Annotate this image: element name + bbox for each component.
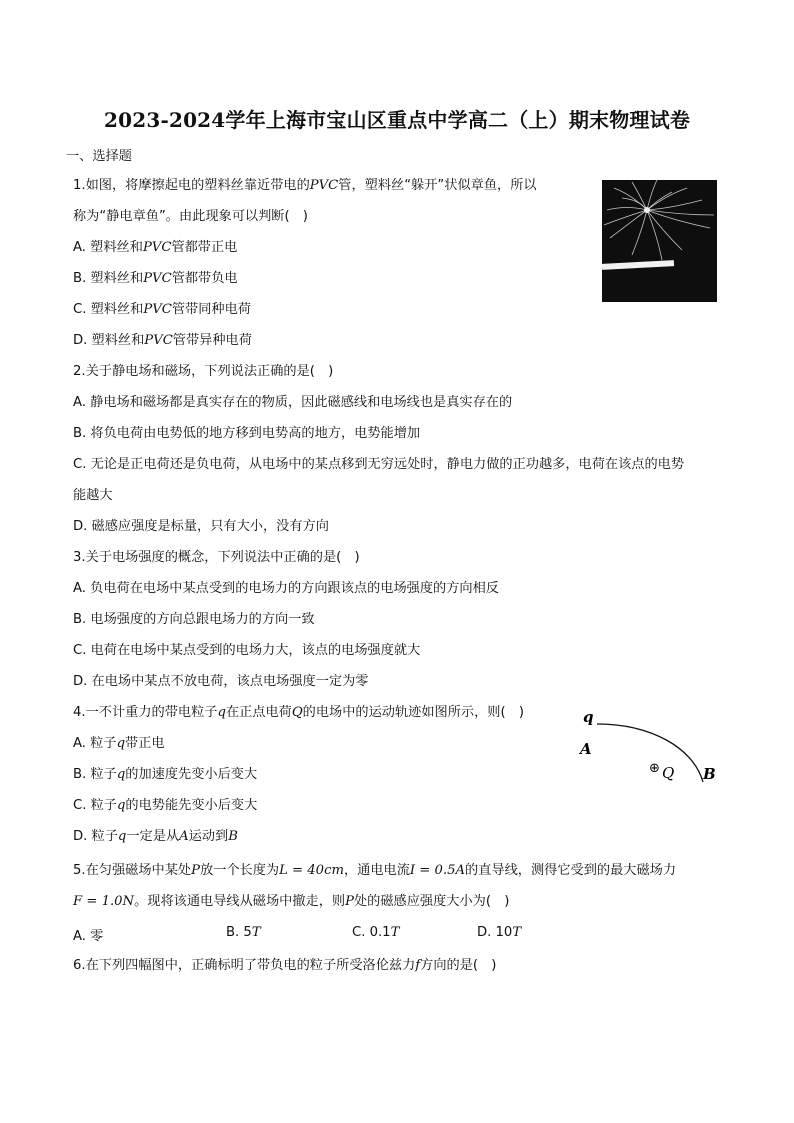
q2-option-d[interactable]: D. 磁感应强度是标量，只有大小，没有方向	[73, 519, 329, 534]
q3-option-d[interactable]: D. 在电场中某点不放电荷，该点电场强度一定为零	[73, 674, 369, 689]
q3-option-c[interactable]: C. 电荷在电场中某点受到的电场力大，该点的电场强度就大	[73, 643, 421, 658]
q1-option-c[interactable]: C. 塑料丝和PVC管带同种电荷	[73, 302, 251, 317]
q1-stem-line1: 1.如图，将摩擦起电的塑料丝靠近带电的PVC管，塑料丝“躲开”状似章鱼，所以	[73, 178, 537, 193]
static-octopus-photo	[602, 180, 717, 302]
q2-option-c-line1[interactable]: C. 无论是正电荷还是负电荷，从电场中的某点移到无穷远处时，静电力做的正功越多，电荷在该点的电势	[73, 457, 685, 472]
q6-stem: 6.在下列四幅图中，正确标明了带负电的粒子所受洛伦兹力f方向的是( )	[73, 958, 497, 973]
q5-stem-line1: 5.在匀强磁场中某处P放一个长度为L = 40cm，通电电流I = 0.5A的直导线，测得它受到的最大磁场力	[73, 863, 677, 878]
fig-label-q: q	[583, 708, 594, 726]
q5-option-b[interactable]: B. 5T	[226, 925, 261, 940]
q4-trajectory-diagram	[575, 702, 725, 797]
q1-option-d[interactable]: D. 塑料丝和PVC管带异种电荷	[73, 333, 252, 348]
exam-title: 2023-2024学年上海市宝山区重点中学高二（上）期末物理试卷	[103, 108, 691, 132]
section-heading: 一、选择题	[66, 149, 132, 164]
q4-option-c[interactable]: C. 粒子q的电势能先变小后变大	[73, 798, 258, 813]
q2-stem: 2.关于静电场和磁场，下列说法正确的是( )	[73, 364, 334, 379]
q1-stem-line2: 称为“静电章鱼”。由此现象可以判断( )	[73, 209, 308, 224]
q5-option-a[interactable]: A. 零	[73, 929, 104, 944]
q2-option-c-line2[interactable]: 能越大	[73, 488, 113, 503]
q1-option-b[interactable]: B. 塑料丝和PVC管都带负电	[73, 271, 238, 286]
fig-label-B: B	[703, 765, 716, 783]
q1-option-a[interactable]: A. 塑料丝和PVC管都带正电	[73, 240, 238, 255]
fig-label-Q: Q	[662, 764, 675, 782]
q5-option-d[interactable]: D. 10T	[477, 925, 522, 940]
q3-option-a[interactable]: A. 负电荷在电场中某点受到的电场力的方向跟该点的电场强度的方向相反	[73, 581, 499, 596]
q2-option-b[interactable]: B. 将负电荷由电势低的地方移到电势高的地方，电势能增加	[73, 426, 421, 441]
static-octopus-image	[602, 180, 717, 302]
positive-charge-icon: ⊕	[649, 761, 660, 776]
q4-stem: 4.一不计重力的带电粒子q在正点电荷Q的电场中的运动轨迹如图所示，则( )	[73, 705, 524, 720]
q3-option-b[interactable]: B. 电场强度的方向总跟电场力的方向一致	[73, 612, 315, 627]
fig-label-A: A	[580, 740, 592, 758]
q4-option-a[interactable]: A. 粒子q带正电	[73, 736, 165, 751]
q3-stem: 3.关于电场强度的概念，下列说法中正确的是( )	[73, 550, 360, 565]
q4-option-b[interactable]: B. 粒子q的加速度先变小后变大	[73, 767, 258, 782]
q5-option-c[interactable]: C. 0.1T	[352, 925, 400, 940]
q5-stem-line2: F = 1.0N。现将该通电导线从磁场中撤走，则P处的磁感应强度大小为( )	[73, 894, 510, 909]
q4-option-d[interactable]: D. 粒子q一定是从A运动到B	[73, 829, 238, 844]
q2-option-a[interactable]: A. 静电场和磁场都是真实存在的物质，因此磁感线和电场线也是真实存在的	[73, 395, 513, 410]
